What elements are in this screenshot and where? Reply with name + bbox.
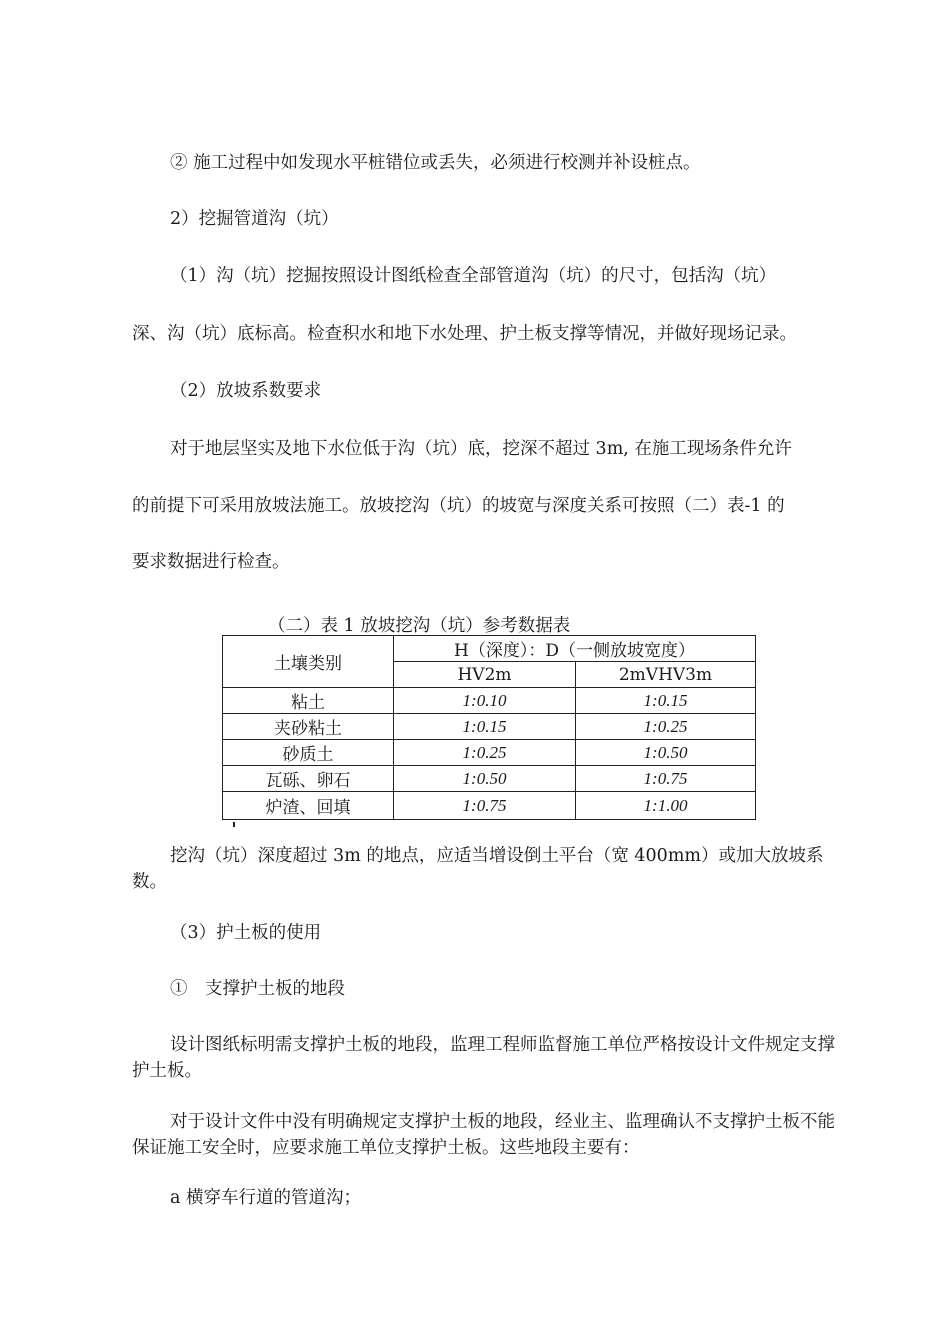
- soil-cell: 粘土: [223, 688, 394, 714]
- paragraph-excavation-check-line2: 深、沟（坑）底标高。检查积水和地下水处理、护土板支撑等情况，并做好现场记录。: [132, 324, 797, 344]
- ratio-cell: 1:0.25: [394, 740, 576, 766]
- paragraph-slope-line2: 的前提下可采用放坡法施工。放坡挖沟（坑）的坡宽与深度关系可按照（二）表-1 的: [132, 496, 785, 516]
- header-ratio: H（深度）：D（一侧放坡宽度）: [394, 636, 756, 662]
- soil-cell: 砂质土: [223, 740, 394, 766]
- table-row: [223, 766, 756, 792]
- ratio-cell: 1:0.15: [576, 688, 756, 714]
- header-depth-under-2m: HV2m: [394, 662, 576, 688]
- paragraph-unspecified-shoring: 对于设计文件中没有明确规定支撑护土板的地段，经业主、监理确认不支撑护土板不能保证施工安全时，应要求施工单位支撑护土板。这些地段主要有：: [132, 1112, 835, 1158]
- heading-shoring-board: （3）护土板的使用: [170, 923, 322, 943]
- table-corner-mark: [233, 822, 235, 827]
- ratio-cell: 1:0.75: [394, 792, 576, 820]
- ratio-cell: 1:0.50: [576, 740, 756, 766]
- soil-cell: 瓦砾、卵石: [223, 766, 394, 792]
- paragraph-soil-platform: 挖沟（坑）深度超过 3m 的地点，应适当增设倒土平台（宽 400mm）或加大放坡系数。: [132, 846, 824, 892]
- heading-slope-coefficient: （2）放坡系数要求: [170, 381, 322, 401]
- subheading-shoring-sections: ① 支撑护土板的地段: [170, 979, 345, 999]
- table-row: [223, 714, 756, 740]
- ratio-cell: 1:1.00: [576, 792, 756, 820]
- soil-cell: 夹砂粘土: [223, 714, 394, 740]
- table-row: [223, 688, 756, 714]
- ratio-cell: 1:0.15: [394, 714, 576, 740]
- table-row: [223, 792, 756, 820]
- paragraph-excavation-check-line1: （1）沟（坑）挖掘按照设计图纸检查全部管道沟（坑）的尺寸，包括沟（坑）: [170, 266, 777, 286]
- soil-cell: 炉渣、回填: [223, 792, 394, 820]
- slope-reference-table: [222, 635, 756, 820]
- paragraph-slope-line1: 对于地层坚实及地下水位低于沟（坑）底，挖深不超过 3m, 在施工现场条件允许: [170, 439, 792, 459]
- table-caption: （二）表 1 放坡挖沟（坑）参考数据表: [268, 616, 571, 636]
- paragraph-design-shoring: 设计图纸标明需支撑护土板的地段，监理工程师监督施工单位严格按设计文件规定支撑护土板。: [132, 1035, 835, 1081]
- paragraph-slope-line3: 要求数据进行检查。: [132, 552, 290, 572]
- table-row: [223, 740, 756, 766]
- ratio-cell: 1:0.75: [576, 766, 756, 792]
- header-soil-type: 土壤类别: [223, 636, 394, 688]
- paragraph-stake-check: ② 施工过程中如发现水平桩错位或丢失，必须进行校测并补设桩点。: [170, 153, 701, 173]
- heading-trench-excavation: 2）挖掘管道沟（坑）: [170, 209, 339, 229]
- ratio-cell: 1:0.50: [394, 766, 576, 792]
- ratio-cell: 1:0.10: [394, 688, 576, 714]
- header-depth-2-3m: 2mVHV3m: [576, 662, 756, 688]
- ratio-cell: 1:0.25: [576, 714, 756, 740]
- list-item-crossing-roadway: a 横穿车行道的管道沟；: [170, 1188, 361, 1208]
